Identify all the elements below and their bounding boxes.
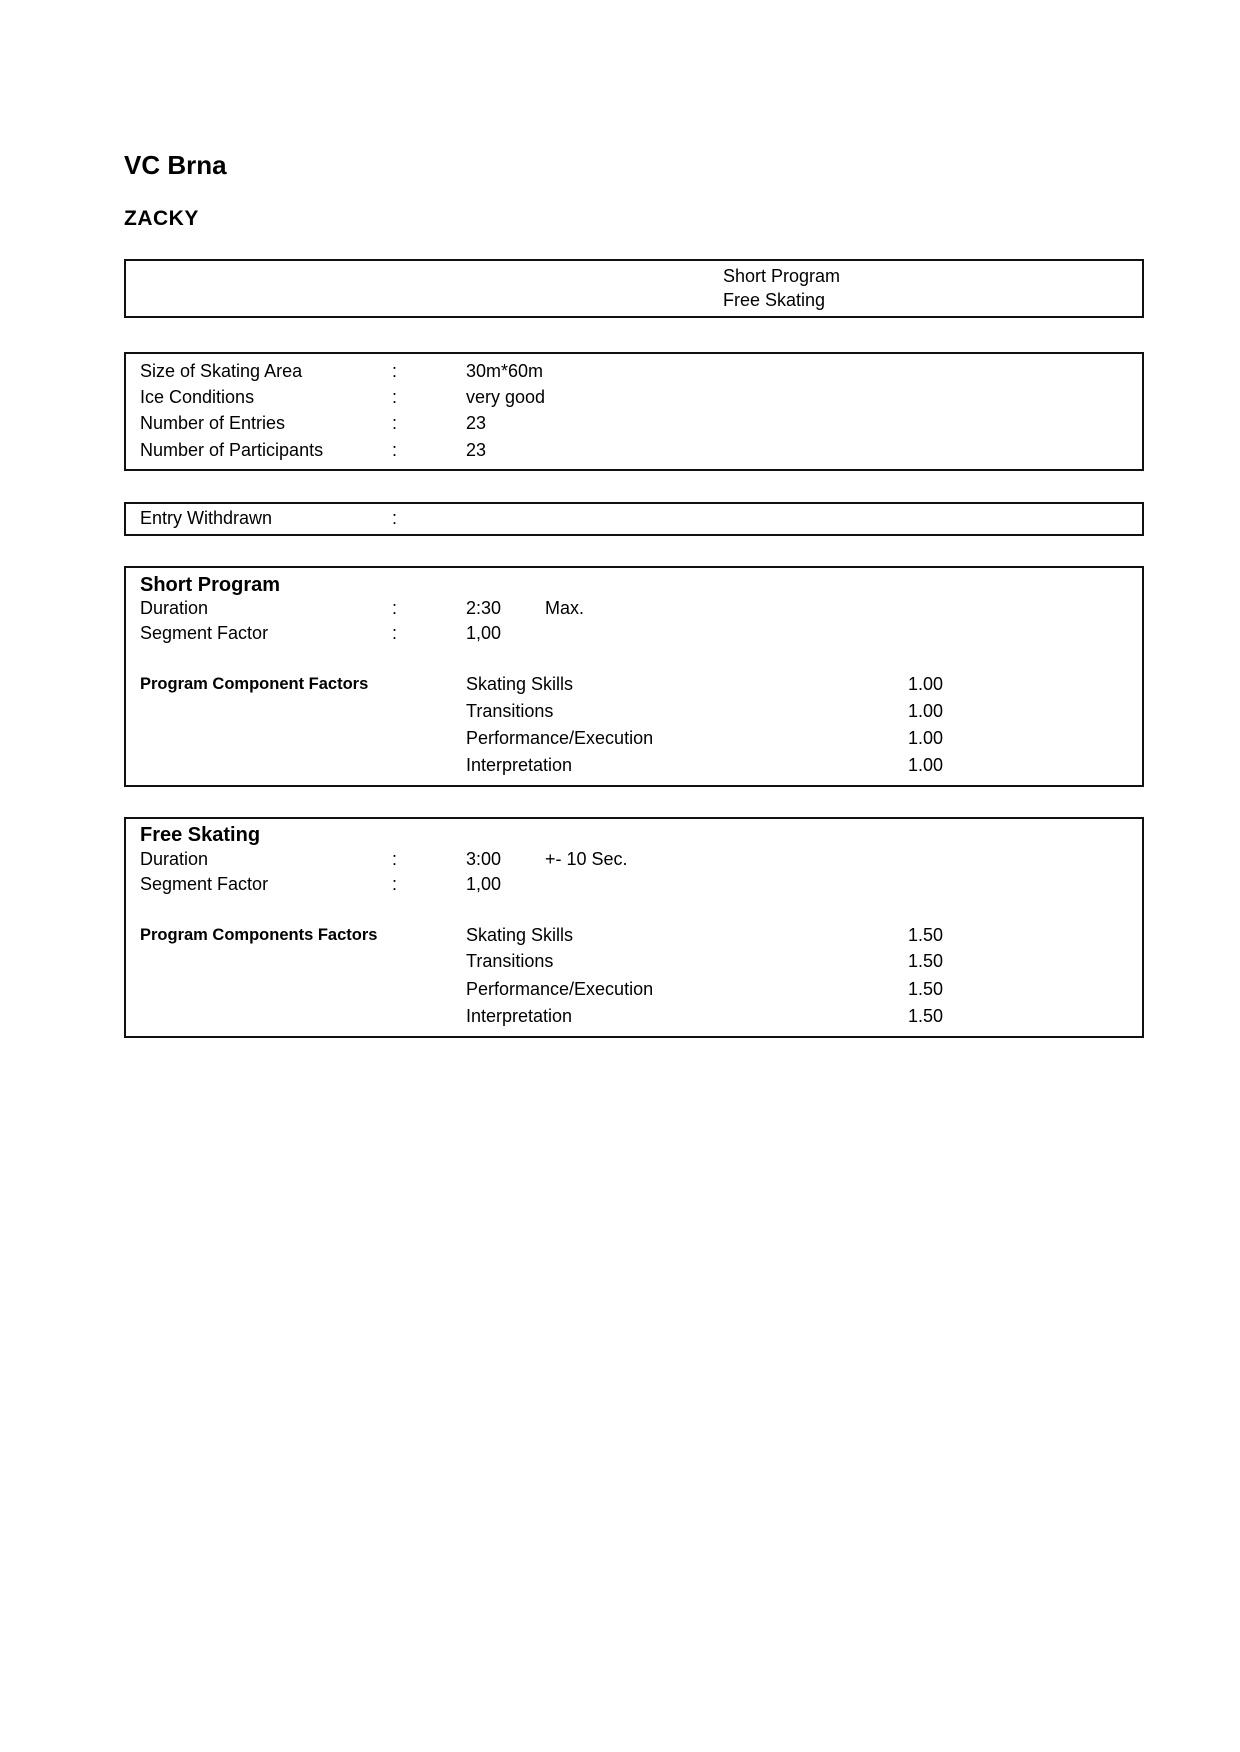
fs-duration-note: +- 10 Sec. bbox=[545, 849, 628, 869]
sp-pcf-label: Program Component Factors bbox=[140, 675, 369, 693]
info-value-participants: 23 bbox=[466, 440, 487, 460]
info-value-skating-area: 30m*60m bbox=[466, 361, 544, 381]
short-program-box bbox=[124, 566, 1144, 787]
fs-factor-value: 1,00 bbox=[466, 874, 502, 894]
segments-box bbox=[124, 259, 1144, 318]
fs-component-factor: 1.50 bbox=[908, 1006, 944, 1026]
free-skating-title: Free Skating bbox=[140, 824, 261, 846]
fs-component-factor: 1.50 bbox=[908, 925, 944, 945]
withdrawn-separator: : bbox=[392, 508, 398, 528]
fs-component-name: Interpretation bbox=[466, 1006, 573, 1026]
info-label-skating-area: Size of Skating Area bbox=[140, 361, 303, 381]
withdrawn-box bbox=[124, 502, 1144, 536]
fs-component-name: Performance/Execution bbox=[466, 979, 654, 999]
sp-factor-label: Segment Factor bbox=[140, 623, 269, 643]
info-separator: : bbox=[392, 413, 398, 433]
fs-factor-separator: : bbox=[392, 874, 398, 894]
sp-component-factor: 1.00 bbox=[908, 674, 944, 694]
info-label-entries: Number of Entries bbox=[140, 413, 286, 433]
page-title: VC Brna bbox=[124, 150, 227, 180]
sp-component-name: Transitions bbox=[466, 701, 554, 721]
fs-component-name: Skating Skills bbox=[466, 925, 574, 945]
sp-component-factor: 1.00 bbox=[908, 701, 944, 721]
fs-duration-label: Duration bbox=[140, 849, 209, 869]
info-value-entries: 23 bbox=[466, 413, 487, 433]
sp-component-name: Performance/Execution bbox=[466, 728, 654, 748]
info-value-ice-conditions: very good bbox=[466, 387, 546, 407]
sp-duration-separator: : bbox=[392, 598, 398, 618]
page-subtitle: ZACKY bbox=[124, 207, 199, 230]
fs-factor-label: Segment Factor bbox=[140, 874, 269, 894]
segment-short-program: Short Program bbox=[723, 266, 841, 286]
info-separator: : bbox=[392, 387, 398, 407]
info-label-ice-conditions: Ice Conditions bbox=[140, 387, 255, 407]
sp-component-name: Skating Skills bbox=[466, 674, 574, 694]
fs-component-factor: 1.50 bbox=[908, 979, 944, 999]
sp-factor-value: 1,00 bbox=[466, 623, 502, 643]
event-info-box bbox=[124, 352, 1144, 471]
sp-duration-label: Duration bbox=[140, 598, 209, 618]
info-label-participants: Number of Participants bbox=[140, 440, 324, 460]
fs-duration-separator: : bbox=[392, 849, 398, 869]
sp-duration-value: 2:30 bbox=[466, 598, 502, 618]
sp-duration-note: Max. bbox=[545, 598, 585, 618]
fs-duration-value: 3:00 bbox=[466, 849, 502, 869]
segment-free-skating: Free Skating bbox=[723, 290, 826, 310]
withdrawn-label: Entry Withdrawn bbox=[140, 508, 273, 528]
sp-factor-separator: : bbox=[392, 623, 398, 643]
info-separator: : bbox=[392, 440, 398, 460]
fs-component-factor: 1.50 bbox=[908, 951, 944, 971]
sp-component-name: Interpretation bbox=[466, 755, 573, 775]
info-separator: : bbox=[392, 361, 398, 381]
sp-component-factor: 1.00 bbox=[908, 755, 944, 775]
sp-component-factor: 1.00 bbox=[908, 728, 944, 748]
fs-pcf-label: Program Components Factors bbox=[140, 926, 378, 944]
short-program-title: Short Program bbox=[140, 574, 281, 596]
fs-component-name: Transitions bbox=[466, 951, 554, 971]
free-skating-box bbox=[124, 817, 1144, 1038]
